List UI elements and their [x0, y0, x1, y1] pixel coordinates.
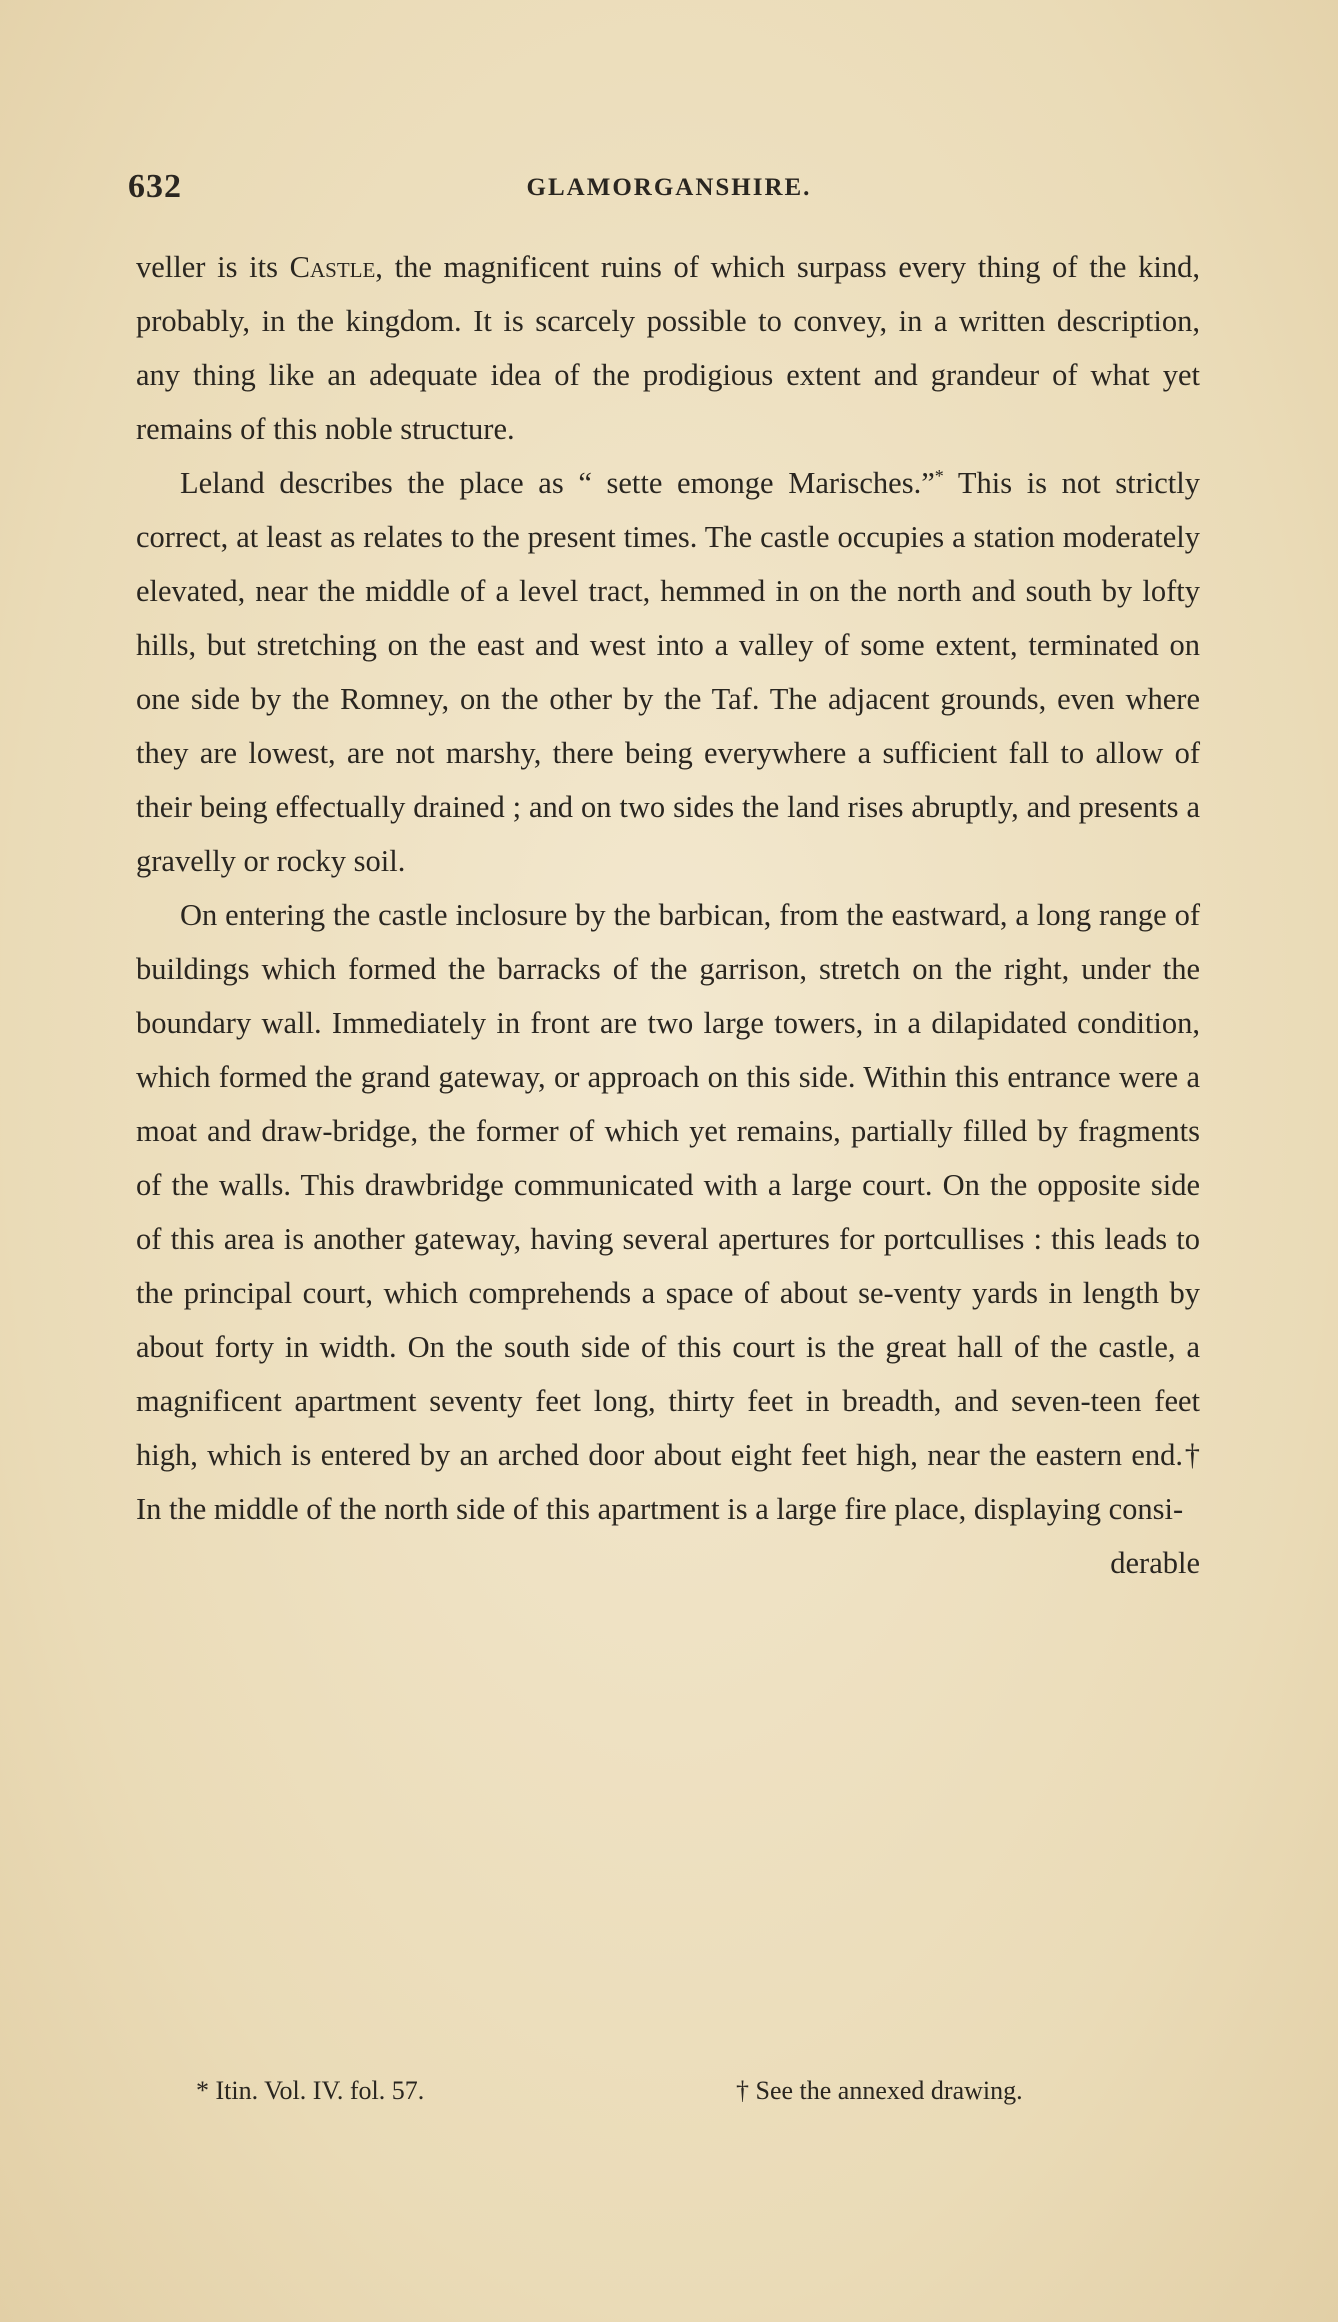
page-number: 632	[128, 168, 182, 205]
paragraph-2-rest: This is not strictly correct, at least as relates to the present times. The castle occupies a station moderately elevated, near the middle of a level tract, hemmed in on the north and south by lofty hills, but stretching on the east and west into a valley of some extent, terminated on one side by the Romney, on the other by the Taf. The adjacent grounds, even where they are lowest, are not marshy, there being everywhere a sufficient fall to allow of their being effectually drained ; and on two sides the land rises abruptly, and presents a gravelly or rocky soil.	[136, 466, 1200, 878]
paragraph-1-start: veller is its	[136, 250, 290, 284]
paragraph-1-rest: , the magnificent ruins of which surpass every thing of the kind, probably, in the kingdom. It is scarcely possible to convey, in a written description, any thing like an adequate idea of the prodigious extent and grandeur of what yet remains of this noble structure.	[136, 250, 1200, 446]
footnote-mark-asterisk: *	[934, 465, 944, 486]
paragraph-3-start: On entering the castle inclosure by the barbican, from the eastward, a long range of buildings which formed the barracks of the garrison, stretch on the right, under the boundary wall. Immediately in front are two large towers, in a dilapidated condition, which formed the grand gateway, or approach on this side. Within this entrance were a moat and draw-bridge, the former of which yet remains, partially filled by fragments of the walls. This drawbridge communicated with a large court. On the opposite side of this area is another gateway, having several apertures for portcullises : this leads to the principal court, which comprehends a space of about se-venty yards in length by about forty in width. On the south side of this court is the great hall of the castle, a magnificent apartment seventy feet long, thirty feet in breadth, and seven-teen feet high, which is entered by an arched door about eight feet high, near the eastern end.	[136, 898, 1200, 1472]
footnote-itinerary: * Itin. Vol. IV. fol. 57.	[196, 2076, 425, 2105]
page-header	[128, 168, 1210, 212]
paragraph-3	[136, 888, 1200, 1536]
paragraph-1	[136, 240, 1200, 456]
footnote-drawing: † See the annexed drawing.	[736, 2076, 1023, 2105]
footnote-mark-dagger: †	[1183, 1438, 1200, 1472]
footnotes	[196, 2076, 1156, 2116]
catchword: derable	[1110, 1546, 1200, 1580]
body-text	[136, 240, 1200, 1590]
paragraph-3-rest: In the middle of the north side of this apartment is a large fire place, displaying consi-	[136, 1492, 1184, 1526]
running-head: GLAMORGANSHIRE.	[526, 174, 812, 201]
castle-small-caps: Castle	[289, 250, 376, 284]
paragraph-2	[136, 456, 1200, 888]
paragraph-2-start: Leland describes the place as “ sette emonge Marisches.”	[180, 466, 935, 500]
